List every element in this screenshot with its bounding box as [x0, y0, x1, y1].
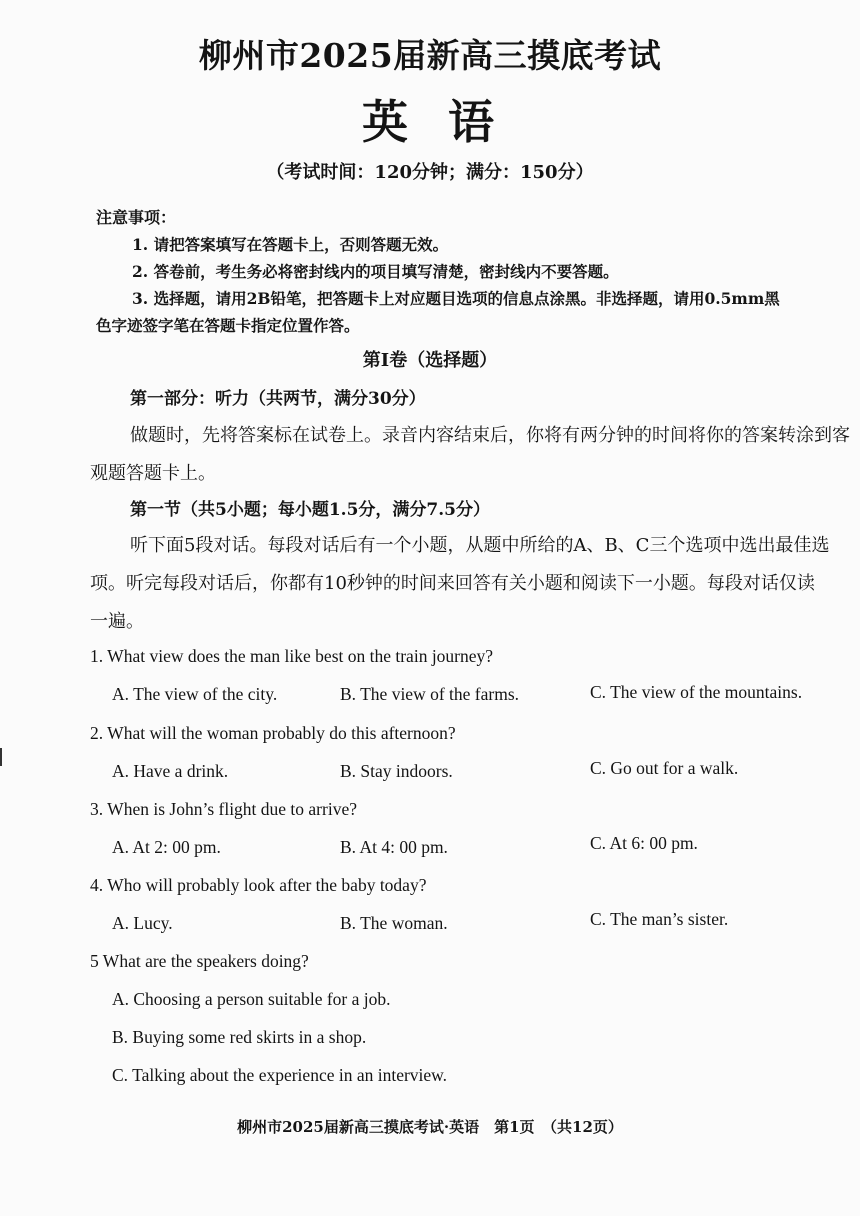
section1-instruction: 一遍。: [90, 611, 144, 632]
exam-title: 柳州市2025届新高三摸底考试: [198, 36, 662, 75]
question-text: 1. What view does the man like best on the train journey?: [90, 646, 494, 666]
option-a: A. Choosing a person suitable for a job.: [112, 989, 391, 1009]
section1-instruction: 听下面5段对话。每段对话后有一个小题，从题中所给的A、B、C三个选项中选出最佳选: [130, 535, 830, 556]
page-footer: 柳州市2025届新高三摸底考试·英语 第1页 （共12页）: [237, 1118, 623, 1136]
subject-title: 英语: [362, 95, 534, 149]
question-text: 2. What will the woman probably do this afternoon?: [90, 723, 456, 743]
option-b: B. At 4: 00 pm.: [340, 837, 448, 857]
notice-item: 1. 请把答案填写在答题卡上，否则答题无效。: [132, 235, 449, 254]
notice-item: 2. 答卷前，考生务必将密封线内的项目填写清楚，密封线内不要答题。: [132, 262, 619, 281]
option-c: C. The man’s sister.: [590, 909, 729, 929]
option-c: C. At 6: 00 pm.: [590, 833, 698, 853]
option-a: A. Lucy.: [112, 913, 173, 933]
option-a: A. At 2: 00 pm.: [112, 837, 221, 857]
question-text: 5 What are the speakers doing?: [90, 951, 309, 971]
option-b: B. The woman.: [340, 913, 448, 933]
notice-item: 色字迹签字笔在答题卡指定位置作答。: [96, 316, 360, 335]
scan-mark: [0, 748, 2, 766]
question-text: 3. When is John’s flight due to arrive?: [90, 799, 357, 819]
section-title: 第Ⅰ卷（选择题）: [362, 350, 498, 371]
option-c: C. Go out for a walk.: [590, 758, 739, 778]
part1-instruction: 做题时，先将答案标在试卷上。录音内容结束后，你将有两分钟的时间将你的答案转涂到客: [130, 425, 850, 446]
option-b: B. Buying some red skirts in a shop.: [112, 1027, 367, 1047]
section1-instruction: 项。听完每段对话后，你都有10秒钟的时间来回答有关小题和阅读下一小题。每段对话仅读: [90, 573, 815, 594]
part1-title: 第一部分：听力（共两节，满分30分）: [130, 389, 426, 409]
notice-item: 3. 选择题，请用2B铅笔，把答题卡上对应题目选项的信息点涂黑。非选择题，请用0.5mm黑: [132, 289, 780, 308]
option-b: B. Stay indoors.: [340, 761, 453, 781]
notice-heading: 注意事项：: [96, 208, 177, 227]
option-a: A. The view of the city.: [112, 684, 278, 704]
option-c: C. The view of the mountains.: [590, 682, 803, 702]
option-b: B. The view of the farms.: [340, 684, 520, 704]
exam-info: （考试时间：120分钟；满分：150分）: [266, 162, 594, 183]
option-c: C. Talking about the experience in an interview.: [112, 1065, 448, 1085]
option-a: A. Have a drink.: [112, 761, 229, 781]
section1-title: 第一节（共5小题；每小题1.5分，满分7.5分）: [130, 500, 490, 520]
question-text: 4. Who will probably look after the baby today?: [90, 875, 427, 895]
part1-instruction: 观题答题卡上。: [90, 463, 216, 484]
